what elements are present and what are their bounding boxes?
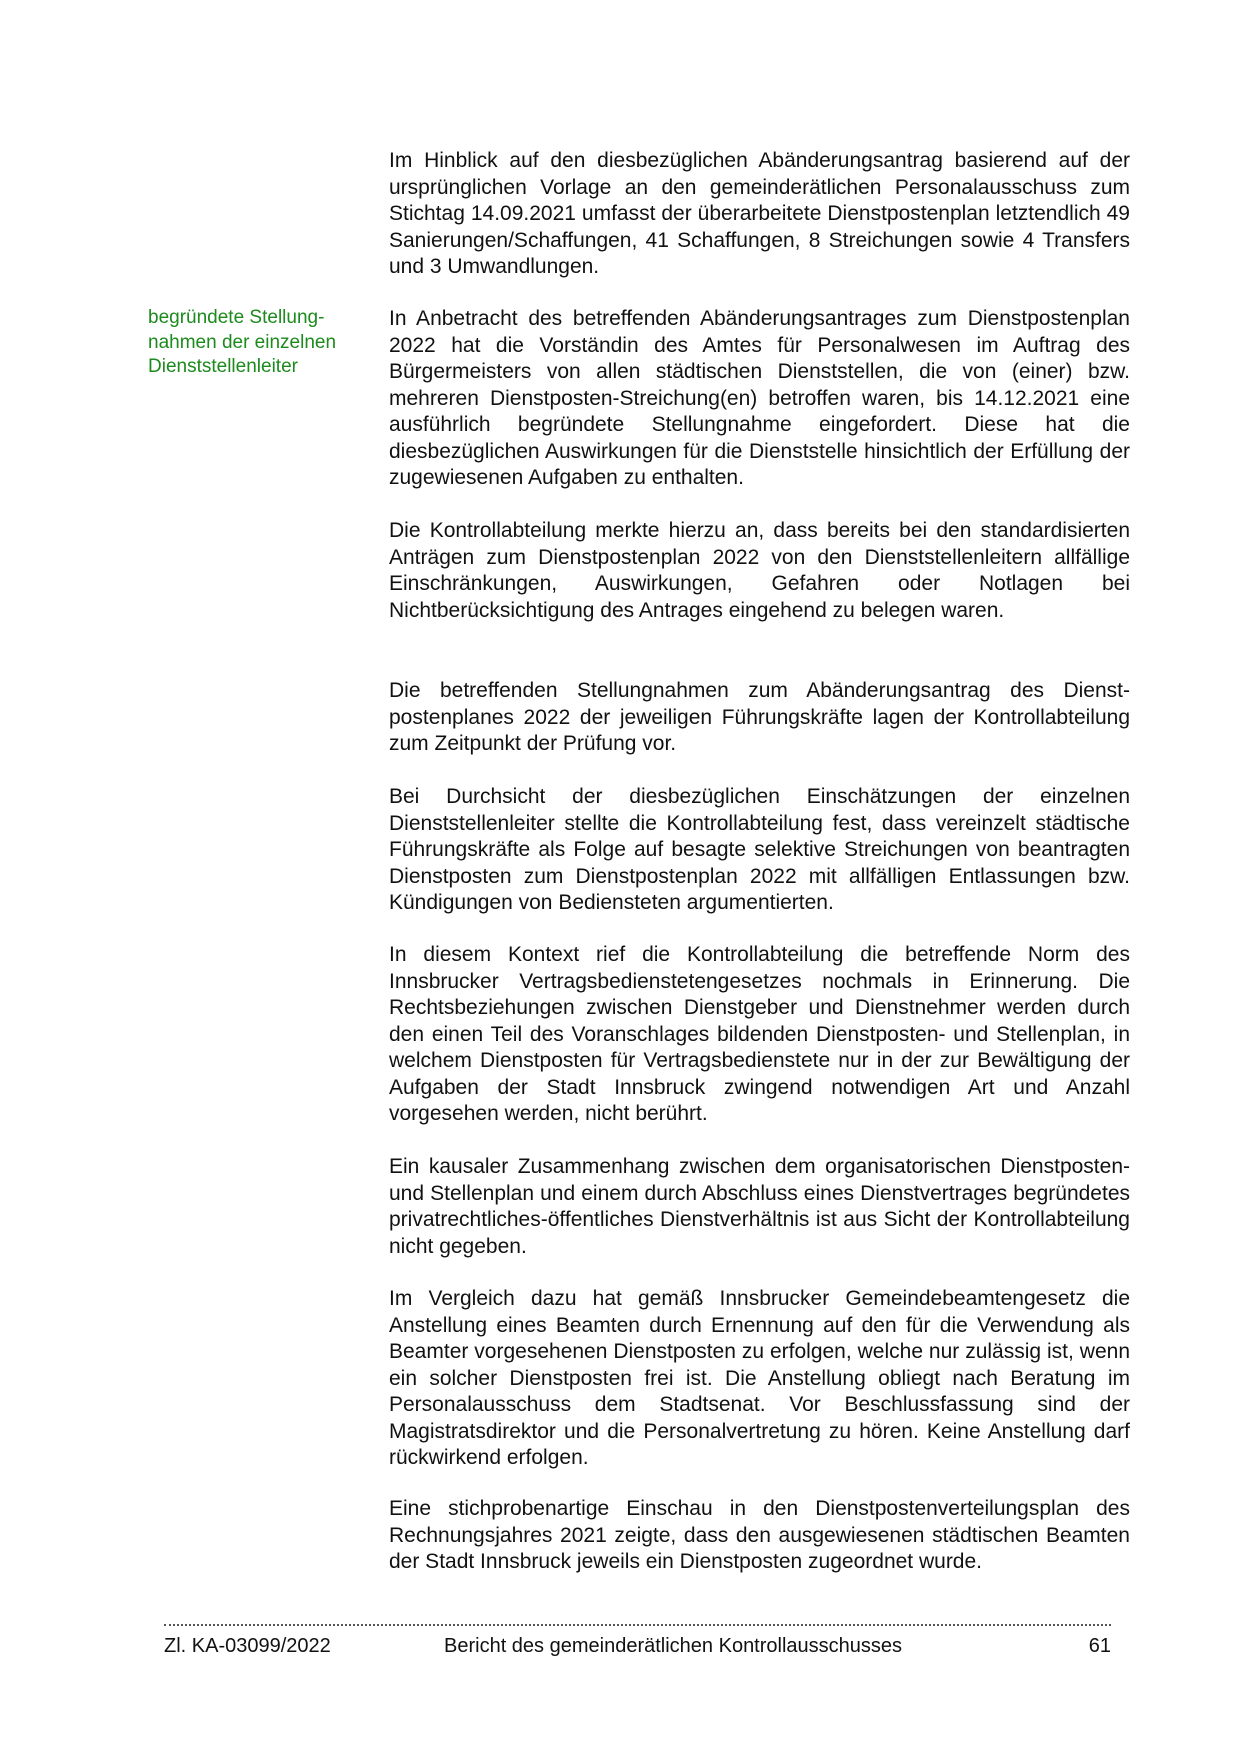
footer-reference: Zl. KA-03099/2022	[164, 1635, 331, 1657]
paragraph-8: Im Vergleich dazu hat gemäß Innsbrucker Gemeindebeamtengesetz die Anstellung eines Beamten durch Ernennung auf den für die Verwendung als Beamter vorgesehenen Dienstposten zu erfolgen, welche nur zulässig ist, wenn ein solcher Dienstposten frei ist. Die Anstellung obliegt nach Beratung im Personalausschuss dem Stadtsenat. Vor Beschlussfassung sind der Magistratsdirektor und die Personalvertretung zu hören. Keine Anstellung darf rückwirkend erfolgen.	[389, 1287, 1130, 1469]
footer-divider	[164, 1624, 1111, 1626]
margin-note-line-1: begründete Stellung-	[148, 307, 325, 328]
paragraph-3: Die Kontrollabteilung merkte hierzu an, dass bereits bei den standardisierten Anträgen zum Dienstpostenplan 2022 von den Dienststellenleitern allfällige Einschränkungen, Auswirkungen, Gefahren oder Notlagen bei Nichtberücksichtigung des Antrages eingehend zu belegen waren.	[389, 519, 1130, 622]
footer-title: Bericht des gemeinderätlichen Kontrollausschusses	[444, 1635, 903, 1657]
page-number: 61	[1088, 1635, 1111, 1657]
paragraph-4: Die betreffenden Stellungnahmen zum Abänderungsantrag des Dienstpostenplanes 2022 der jeweiligen Führungskräfte lagen der Kontrollabteilung zum Zeitpunkt der Prüfung vor.	[389, 679, 1130, 755]
paragraph-6: In diesem Kontext rief die Kontrollabteilung die betreffende Norm des Innsbrucker Vertragsbedienstetengesetzes nochmals in Erinnerung. Die Rechtsbeziehungen zwischen Dienstgeber und Dienstnehmer werden durch den einen Teil des Voranschlages bildenden Dienstposten- und Stellenplan, in welchem Dienstposten für Vertragsbedienstete nur in der zur Bewältigung der Aufgaben der Stadt Innsbruck zwingend notwendigen Art und Anzahl vorgesehen werden, nicht berührt.	[389, 943, 1130, 1125]
margin-note-line-2: nahmen der einzelnen	[148, 331, 337, 353]
paragraph-1: Im Hinblick auf den diesbezüglichen Abänderungsantrag basierend auf der ursprünglichen Vorlage an den gemeinderätlichen Personalausschuss zum Stichtag 14.09.2021 umfasst der überarbeitete Dienstpostenplan letztendlich 49 Sanierungen/Schaffungen, 41 Schaffungen, 8 Streichungen sowie 4 Transfers und 3 Umwandlungen.	[389, 149, 1130, 278]
paragraph-5: Bei Durchsicht der diesbezüglichen Einschätzungen der einzelnen Dienststellenleiter stellte die Kontrollabteilung fest, dass vereinzelt städtische Führungskräfte als Folge auf besagte selektive Streichungen von beantragten Dienstposten zum Dienstpostenplan 2022 mit allfälligen Entlassungen bzw. Kündigungen von Bediensteten argumentierten.	[389, 785, 1130, 914]
margin-note-line-3: Dienststellenleiter	[148, 356, 298, 377]
paragraph-2: In Anbetracht des betreffenden Abänderungsantrages zum Dienstpostenplan 2022 hat die Vorständin des Amtes für Personalwesen im Auftrag des Bürgermeisters von allen städtischen Dienststellen, die von (einer) bzw. mehreren Dienstposten-Streichung(en) betroffen waren, bis 14.12.2021 eine ausführlich begründete Stellungnahme eingefordert. Diese hat die diesbezüglichen Auswirkungen für die Dienststelle hinsichtlich der Erfüllung der zugewiesenen Aufgaben zu enthalten.	[389, 307, 1130, 489]
margin-note	[148, 306, 363, 380]
paragraph-9: Eine stichprobenartige Einschau in den Dienstpostenverteilungsplan des Rechnungsjahres 2021 zeigte, dass den ausgewiesenen städtischen Beamten der Stadt Innsbruck jeweils ein Dienstposten zugeordnet wurde.	[389, 1497, 1130, 1573]
paragraph-7: Ein kausaler Zusammenhang zwischen dem organisatorischen Dienstposten- und Stellenplan und einem durch Abschluss eines Dienstvertrages begründetes privatrechtliches-öffentliches Dienstverhältnis ist aus Sicht der Kontrollabteilung nicht gegeben.	[389, 1155, 1130, 1258]
